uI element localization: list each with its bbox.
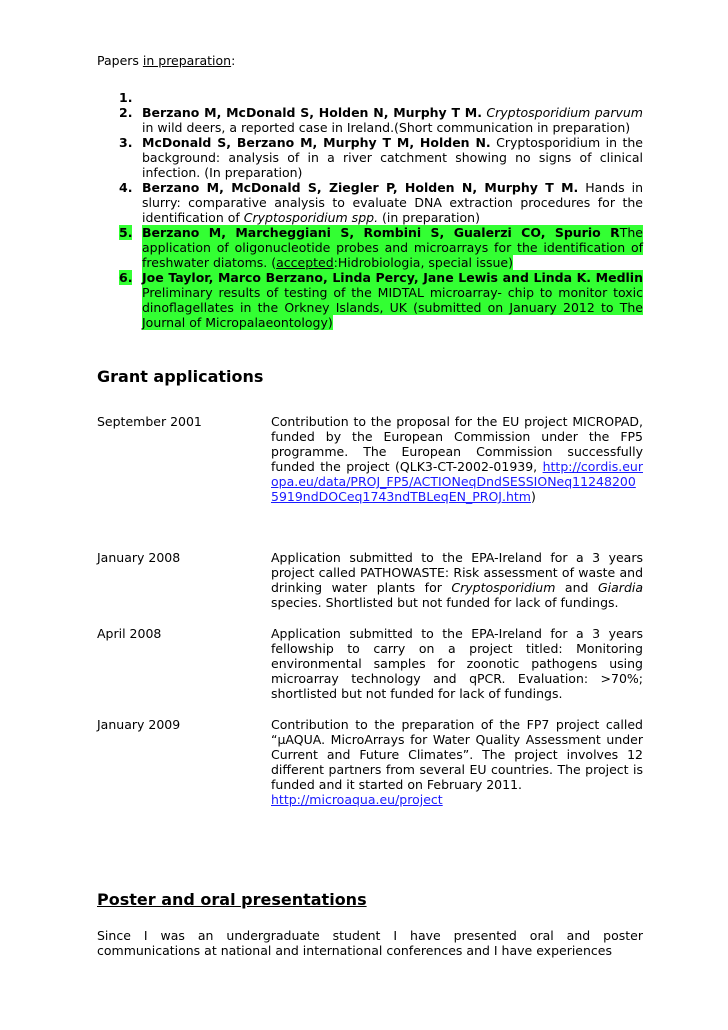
microaqua-link[interactable]: http://microaqua.eu/project	[271, 792, 443, 807]
papers-intro-prefix: Papers	[97, 53, 143, 68]
grant-italic: Cryptosporidium	[451, 580, 556, 595]
grant-date: September 2001	[97, 414, 202, 429]
grant-applications-heading: Grant applications	[97, 367, 264, 386]
paper-item	[97, 105, 643, 135]
paper-item	[97, 135, 643, 180]
grant-description: Application submitted to the EPA-Ireland for a 3 years fellowship to carry on a project titled: Monitoring environmental samples for zoonotic pathogens using microarray technology and qPCR. Evaluation: >70%; shortlisted but not funded for lack of fundings.	[271, 626, 643, 701]
paper-status-accepted: accepted	[276, 255, 334, 270]
grant-description	[271, 414, 643, 504]
paper-text-end: (in preparation)	[378, 210, 480, 225]
paper-authors: McDonald S, Berzano M, Murphy T M, Holden N.	[142, 135, 491, 150]
grant-description	[271, 717, 643, 807]
cordis-link[interactable]: http://cordis.europa.eu/data/PROJ_FP5/ACTIONeqDndSESSIONeq112482005919ndDOCeq1743ndTBLeqEN_PROJ.htm	[271, 459, 643, 504]
grant-date: April 2008	[97, 626, 162, 641]
grant-text: Contribution to the preparation of the FP7 project called “µAQUA. MicroArrays for Water Quality Assessment under Current and Future Climates”. The project involves 12 different partners from several EU countries. The project is funded and it started on February 2011.	[271, 717, 643, 792]
papers-list	[97, 90, 643, 330]
grant-text-end: species. Shortlisted but not funded for lack of fundings.	[271, 595, 619, 610]
paper-authors: Joe Taylor, Marco Berzano, Linda Percy, Jane Lewis and Linda K. Medlin	[142, 270, 643, 285]
paper-number: 3.	[119, 135, 133, 150]
poster-paragraph: Since I was an undergraduate student I have presented oral and poster communications at national and international conferences and I have experiences	[97, 928, 643, 958]
grant-date: January 2009	[97, 717, 181, 732]
paper-text: Cryptosporidium in the background: analysis of in a river catchment showing no signs of clinical infection. (In preparation)	[142, 135, 643, 180]
grant-date: January 2008	[97, 550, 181, 565]
poster-presentations-heading: Poster and oral presentations	[97, 890, 367, 909]
papers-intro-underlined: in preparation	[142, 53, 232, 68]
grant-description	[271, 550, 643, 610]
paper-number: 1.	[119, 90, 133, 105]
grant-text: Application submitted to the EPA-Ireland for a 3 years project called PATHOWASTE: Risk assessment of waste and drinking water plants for	[271, 550, 643, 595]
paper-item-highlighted	[97, 270, 643, 330]
paper-text: Hands in slurry: comparative analysis to evaluate DNA extraction procedures for the identification of	[142, 180, 643, 225]
paper-authors: Berzano M, Marcheggiani S, Rombini S, Gualerzi CO, Spurio R	[142, 225, 620, 240]
paper-number: 4.	[119, 180, 133, 195]
paper-authors: Berzano M, McDonald S, Holden N, Murphy T M.	[142, 105, 482, 120]
grant-text: Contribution to the proposal for the EU project MICROPAD, funded by the European Commission under the FP5 programme. The European Commission successfully funded the project (QLK3-CT-2002-01939,	[271, 414, 643, 474]
grant-text-mid: and	[555, 580, 598, 595]
paper-authors: Berzano M, McDonald S, Ziegler P, Holden N, Murphy T M.	[142, 180, 579, 195]
paper-item-highlighted	[97, 225, 643, 270]
papers-intro-suffix: :	[231, 53, 236, 68]
paper-italic: Cryptosporidium spp.	[243, 210, 379, 225]
paper-number: 5.	[119, 225, 133, 240]
paper-text: The application of oligonucleotide probes and microarrays for the identification of freshwater diatoms. (	[142, 225, 643, 270]
paper-item	[97, 180, 643, 225]
paper-number: 6.	[119, 270, 133, 285]
grant-text-end: )	[530, 489, 536, 504]
paper-italic: Cryptosporidium parvum	[486, 105, 643, 120]
paper-text-end: in wild deers, a reported case in Ireland.(Short communication in preparation)	[142, 120, 631, 135]
grant-italic: Giardia	[597, 580, 644, 595]
paper-number: 2.	[119, 105, 133, 120]
paper-text-end: :Hidrobiologia, special issue)	[333, 255, 513, 270]
paper-text: Preliminary results of testing of the MIDTAL microarray- chip to monitor toxic dinoflagellates in the Orkney Islands, UK (submitted on January 2012 to The Journal of Micropalaeontology)	[142, 285, 643, 330]
papers-intro	[97, 53, 235, 68]
paper-item	[97, 90, 643, 105]
